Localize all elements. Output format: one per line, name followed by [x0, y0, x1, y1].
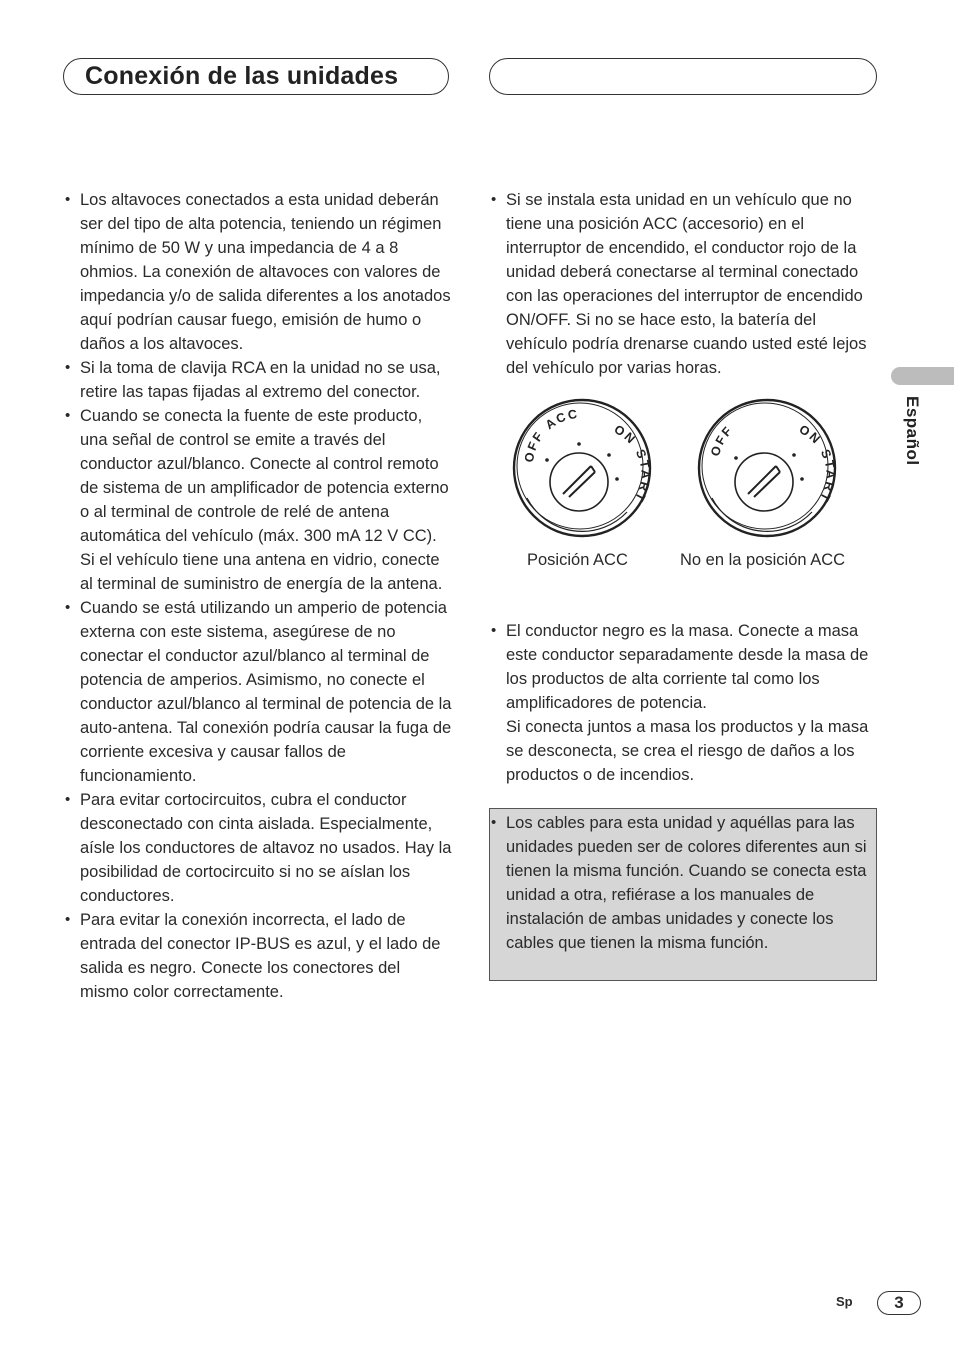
switch-label-on: ON [796, 422, 825, 448]
left-column [63, 188, 453, 1004]
list-item [489, 619, 881, 787]
list-item: • Si se instala esta unidad en un vehículo que no tiene una posición ACC (accesorio) en el interruptor de encendido, el conductor rojo de la unidad deberá conectarse al terminal conectado con las operaciones del interruptor de encendido ON/OFF. Si no se hace esto, la batería del vehículo podría drenarse cuando usted esté lejos del vehículo por varias horas. [489, 188, 881, 380]
note-box [489, 808, 877, 981]
caption-acc-position: Posición ACC [527, 551, 628, 569]
empty-header-box [489, 58, 877, 95]
switch-label-start: START [816, 447, 837, 506]
list-item: • Para evitar cortocircuitos, cubra el conductor desconectado con cinta aislada. Especialmente, aísle los conductores de altavoz no usados. Hay la posibilidad de cortocircuito si no se aíslan los conductores. [63, 788, 453, 908]
right-column-middle [489, 619, 881, 787]
left-bullet-list [63, 188, 453, 1004]
caption-no-acc-position: No en la posición ACC [680, 551, 846, 569]
right-bullet-list-middle [489, 619, 881, 787]
ground-wire-paragraph-1: • El conductor negro es la masa. Conecte a masa este conductor separadamente desde la masa de los productos de alta corriente tal como los amplificadores de potencia. [506, 622, 869, 712]
page-title: Conexión de las unidades [85, 62, 399, 90]
list-item: • Cuando se está utilizando un amperio de potencia externa con este sistema, asegúrese de no conectar el conductor azul/blanco al terminal de potencia de amperios. Asimismo, no conecte el conductor azul/blanco al terminal de potencia de la auto-antena. Tal conexión podría causar la fuga de corriente excesiva y causar fallos de funcionamiento. [63, 596, 453, 788]
ignition-switch-acc-illustration [507, 394, 652, 539]
switch-label-off: OFF [521, 428, 547, 464]
list-item: • Cuando se conecta la fuente de este producto, una señal de control se emite a través del conductor azul/blanco. Conecte al control remoto de sistema de un amplificador de potencia externo o al terminal de controle de relé de antena automática del vehículo (máx. 300 mA 12 V CC). Si el vehículo tiene una antena en vidrio, conecte al terminal de suministro de energía de la antena. [63, 404, 453, 596]
right-bullet-list-top [489, 188, 881, 380]
list-item: • Para evitar la conexión incorrecta, el lado de entrada del conector IP-BUS es azul, y el lado de salida es negro. Conecte los conectores del mismo color correctamente. [63, 908, 453, 1004]
section-title-box [63, 58, 449, 95]
note-bullet-list [490, 811, 876, 955]
list-item: • Los altavoces conectados a esta unidad deberán ser del tipo de alta potencia, teniendo un régimen mínimo de 50 W y una impedancia de 4 a 8 ohmios. La conexión de altavoces con valores de impedancia y/o de salida diferentes a los anotados aquí podrían causar fuego, emisión de humo o daños a los altavoces. [63, 188, 453, 356]
switch-label-start: START [631, 447, 652, 506]
switch-label-acc: ACC [542, 406, 580, 433]
list-item: • Si la toma de clavija RCA en la unidad no se usa, retire las tapas fijadas al extremo del conector. [63, 356, 453, 404]
ground-wire-paragraph-2: Si conecta juntos a masa los productos y la masa se desconecta, se crea el riesgo de daños a los productos o de incendios. [506, 718, 869, 784]
language-code: Sp [836, 1294, 853, 1309]
language-label: Español [903, 396, 922, 466]
switch-label-off: OFF [708, 422, 736, 458]
ignition-switch-figures [489, 390, 881, 580]
list-item: • Los cables para esta unidad y aquéllas para las unidades pueden ser de colores diferentes aun si tienen la misma función. Cuando se conecta esta unidad a otra, refiérase a los manuales de instalación de ambas unidades y conecte los cables que tienen la misma función. [490, 811, 876, 955]
page-number: 3 [877, 1291, 921, 1315]
language-tab-marker [891, 367, 954, 385]
ignition-switch-no-acc-illustration [692, 394, 837, 539]
switch-label-on: ON [611, 422, 640, 448]
right-column-top [489, 188, 881, 380]
